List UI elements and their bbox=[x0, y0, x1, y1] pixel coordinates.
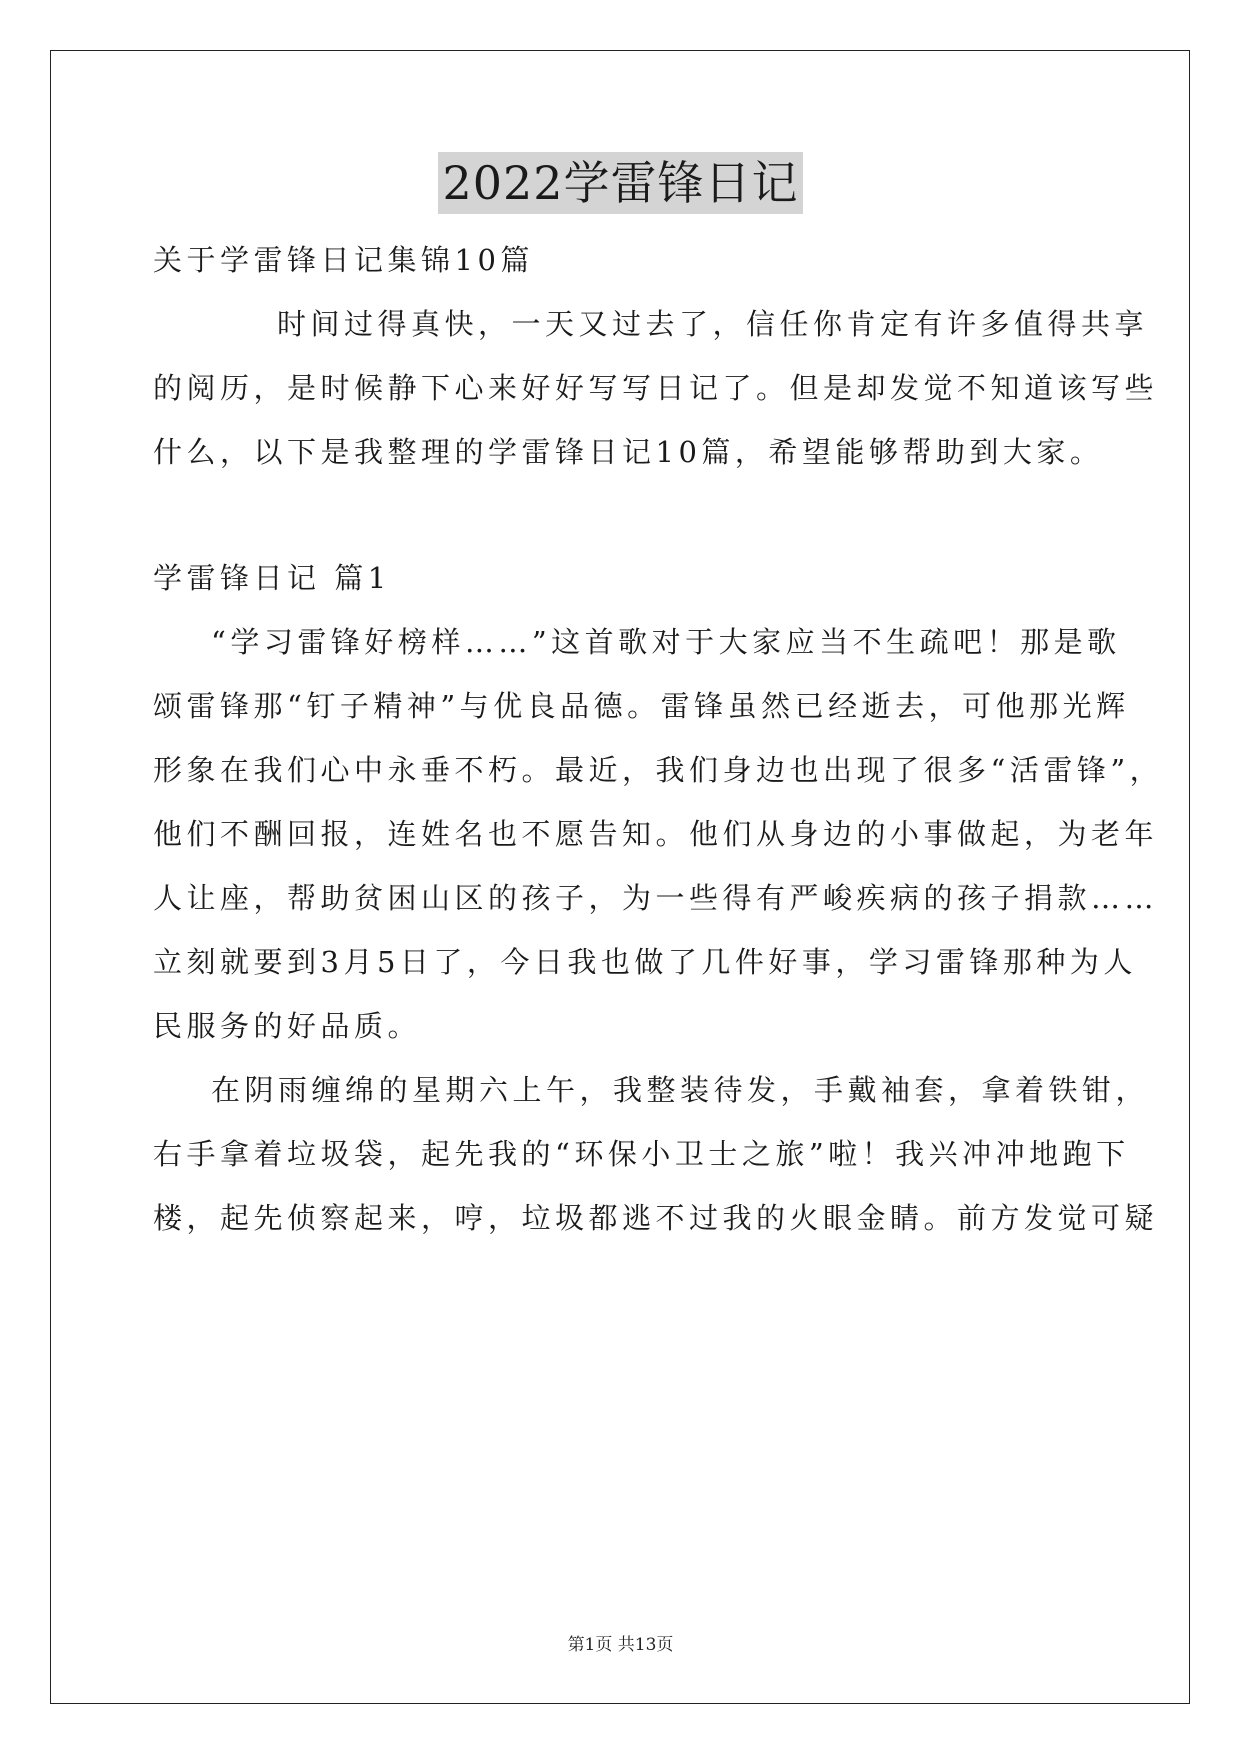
section-heading: 学雷锋日记 篇1 bbox=[153, 561, 391, 595]
paragraph-line: 立刻就要到3月5日了，今日我也做了几件好事，学习雷锋那种为人 bbox=[153, 945, 1137, 979]
document-title: 2022学雷锋日记 bbox=[438, 152, 802, 214]
document-subtitle: 关于学雷锋日记集锦10篇 bbox=[153, 243, 534, 277]
intro-line: 的阅历，是时候静下心来好好写写日记了。但是却发觉不知道该写些 bbox=[153, 371, 1159, 405]
title-container bbox=[0, 152, 1241, 214]
paragraph-line: 右手拿着垃圾袋，起先我的“环保小卫士之旅”啦！我兴冲冲地跑下 bbox=[153, 1137, 1130, 1171]
paragraph-line: 他们不酬回报，连姓名也不愿告知。他们从身边的小事做起，为老年 bbox=[153, 817, 1159, 851]
document-body bbox=[153, 228, 1164, 1250]
page-footer: 第1页 共13页 bbox=[567, 1635, 674, 1655]
spacer bbox=[153, 484, 1093, 546]
intro-line: 时间过得真快，一天又过去了，信任你肯定有许多值得共享 bbox=[277, 307, 1149, 341]
paragraph-line: 民服务的好品质。 bbox=[153, 1009, 422, 1043]
paragraph-line: 颂雷锋那“钉子精神”与优良品德。雷锋虽然已经逝去，可他那光辉 bbox=[153, 689, 1130, 723]
paragraph-line: 楼，起先侦察起来，哼，垃圾都逃不过我的火眼金睛。前方发觉可疑 bbox=[153, 1201, 1159, 1235]
paragraph-line: “学习雷锋好榜样……”这首歌对于大家应当不生疏吧！那是歌 bbox=[211, 625, 1121, 659]
intro-line: 什么，以下是我整理的学雷锋日记10篇，希望能够帮助到大家。 bbox=[153, 435, 1104, 469]
paragraph-line: 人让座，帮助贫困山区的孩子，为一些得有严峻疾病的孩子捐款…… bbox=[153, 881, 1159, 915]
paragraph-line: 形象在我们心中永垂不朽。最近，我们身边也出现了很多“活雷锋”， bbox=[153, 753, 1164, 787]
paragraph-line: 在阴雨缠绵的星期六上午，我整装待发，手戴袖套，拿着铁钳， bbox=[211, 1073, 1150, 1107]
